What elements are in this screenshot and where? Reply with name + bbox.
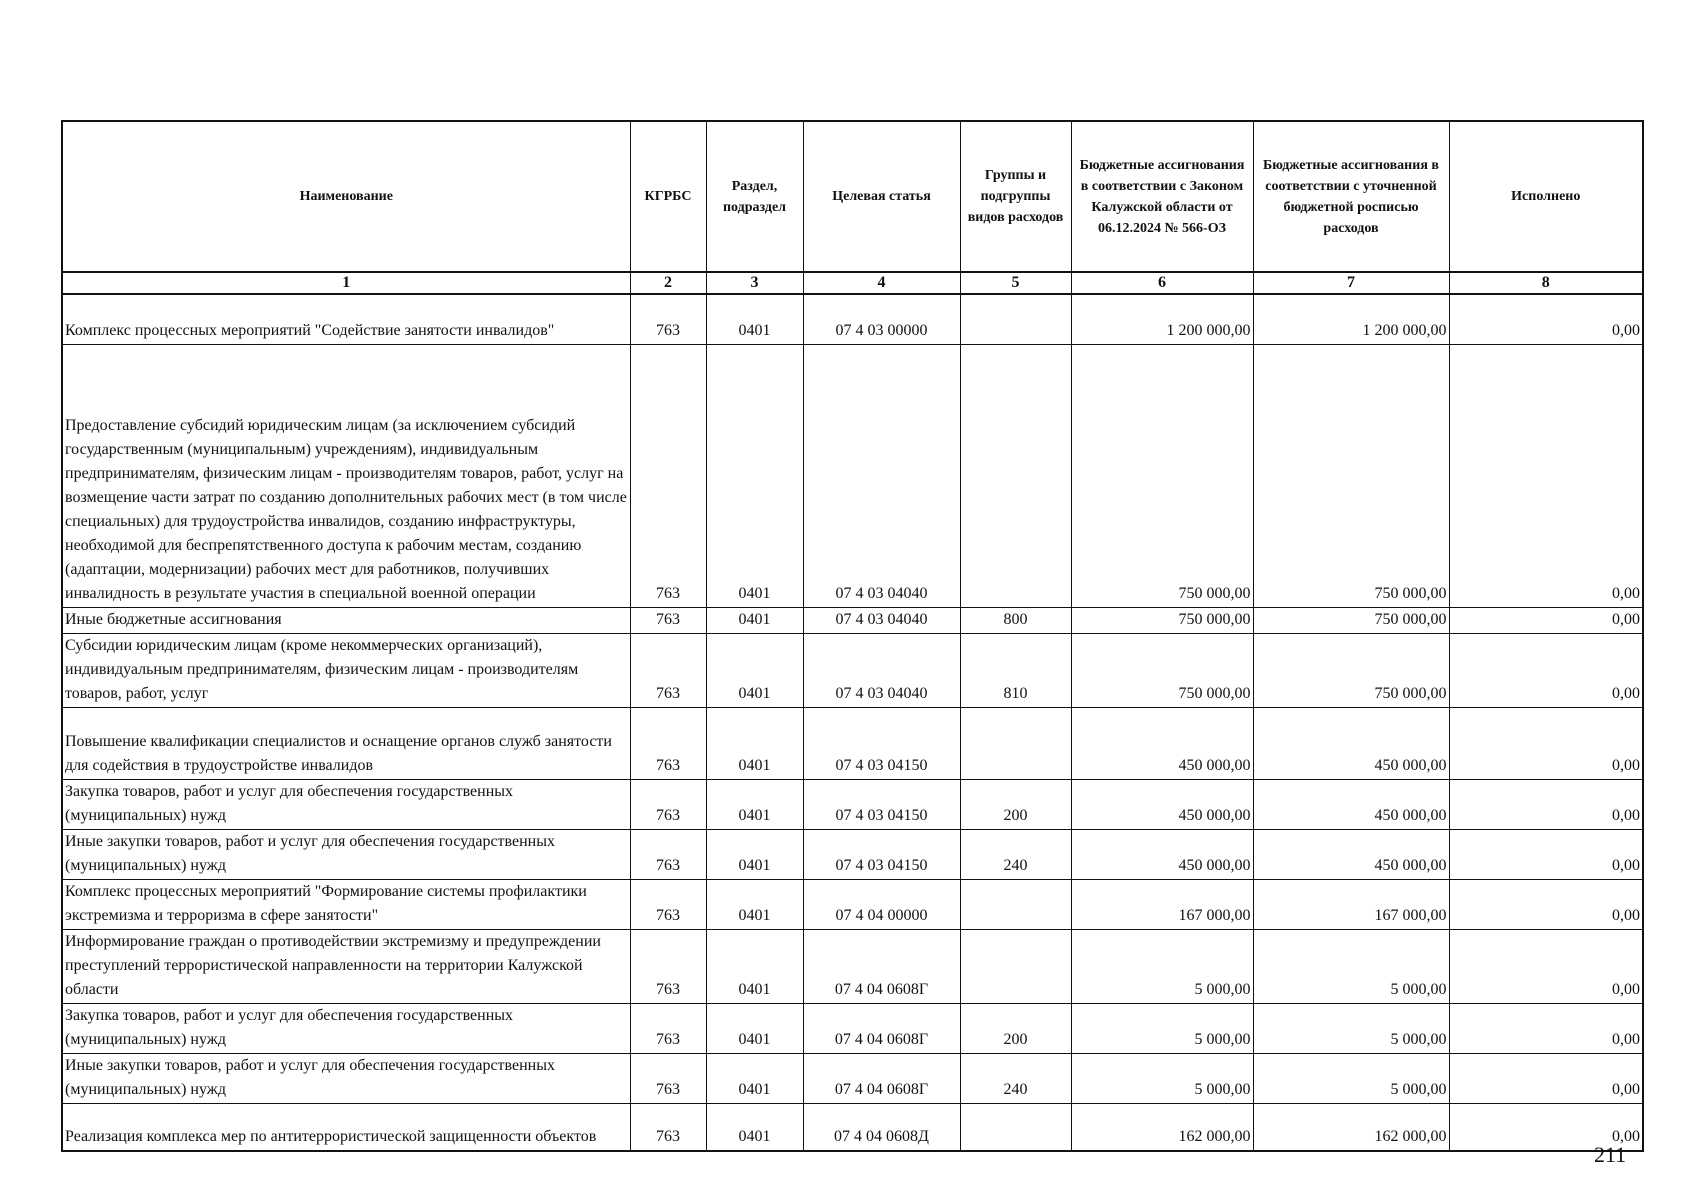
row-razdel: 0401 <box>706 1003 803 1053</box>
row-kgrbs: 763 <box>630 929 706 1003</box>
header-executed: Исполнено <box>1449 121 1643 272</box>
row-name: Реализация комплекса мер по антитеррористической защищенности объектов <box>62 1103 630 1151</box>
row-kgrbs: 763 <box>630 344 706 607</box>
row-name: Повышение квалификации специалистов и оснащение органов служб занятости для содействия в трудоустройстве инвалидов <box>62 707 630 779</box>
row-budget-law: 5 000,00 <box>1071 1003 1253 1053</box>
header-budget-refined: Бюджетные ассигнования в соответствии с уточненной бюджетной росписью расходов <box>1253 121 1449 272</box>
row-vid <box>960 344 1071 607</box>
row-budget-refined: 5 000,00 <box>1253 1003 1449 1053</box>
column-number: 6 <box>1071 272 1253 294</box>
row-kgrbs: 763 <box>630 779 706 829</box>
column-number-row <box>62 272 1643 294</box>
row-vid <box>960 707 1071 779</box>
row-budget-refined: 167 000,00 <box>1253 879 1449 929</box>
table-row <box>62 1003 1643 1053</box>
row-name: Субсидии юридическим лицам (кроме некоммерческих организаций), индивидуальным предпринимателям, физическим лицам - производителям товаров, работ, услуг <box>62 633 630 707</box>
row-executed: 0,00 <box>1449 929 1643 1003</box>
row-executed: 0,00 <box>1449 1103 1643 1151</box>
row-kgrbs: 763 <box>630 879 706 929</box>
row-razdel: 0401 <box>706 344 803 607</box>
table-row <box>62 879 1643 929</box>
row-vid <box>960 1103 1071 1151</box>
row-tselevaya: 07 4 04 0608Д <box>803 1103 960 1151</box>
table-row <box>62 929 1643 1003</box>
row-razdel: 0401 <box>706 1103 803 1151</box>
table-row <box>62 633 1643 707</box>
header-tselevaya: Целевая статья <box>803 121 960 272</box>
row-budget-refined: 750 000,00 <box>1253 633 1449 707</box>
row-name: Предоставление субсидий юридическим лицам (за исключением субсидий государственным (муниципальным) учреждениям), индивидуальным предпринимателям, физическим лицам - производителям товаров, работ, услуг на возмещение части затрат по созданию дополнительных рабочих мест (в том числе специальных) для трудоустройства инвалидов, созданию инфраструктуры, необходимой для беспрепятственного доступа к рабочим местам, созданию (адаптации, модернизации) рабочих мест для работников, получивших инвалидность в результате участия в специальной военной операции <box>62 344 630 607</box>
table-row <box>62 294 1643 344</box>
row-razdel: 0401 <box>706 707 803 779</box>
row-razdel: 0401 <box>706 607 803 633</box>
row-name: Иные закупки товаров, работ и услуг для обеспечения государственных (муниципальных) нужд <box>62 1053 630 1103</box>
row-razdel: 0401 <box>706 1053 803 1103</box>
row-executed: 0,00 <box>1449 879 1643 929</box>
header-kgrbs: КГРБС <box>630 121 706 272</box>
column-number: 1 <box>62 272 630 294</box>
row-executed: 0,00 <box>1449 707 1643 779</box>
row-kgrbs: 763 <box>630 633 706 707</box>
table-row <box>62 607 1643 633</box>
row-tselevaya: 07 4 04 0608Г <box>803 1003 960 1053</box>
row-razdel: 0401 <box>706 929 803 1003</box>
row-tselevaya: 07 4 04 0608Г <box>803 1053 960 1103</box>
row-vid: 810 <box>960 633 1071 707</box>
row-budget-law: 5 000,00 <box>1071 1053 1253 1103</box>
row-razdel: 0401 <box>706 779 803 829</box>
row-budget-law: 750 000,00 <box>1071 344 1253 607</box>
row-vid: 800 <box>960 607 1071 633</box>
row-kgrbs: 763 <box>630 294 706 344</box>
row-vid <box>960 929 1071 1003</box>
row-executed: 0,00 <box>1449 633 1643 707</box>
row-budget-refined: 5 000,00 <box>1253 1053 1449 1103</box>
row-budget-law: 5 000,00 <box>1071 929 1253 1003</box>
row-kgrbs: 763 <box>630 707 706 779</box>
row-executed: 0,00 <box>1449 607 1643 633</box>
row-vid <box>960 879 1071 929</box>
row-tselevaya: 07 4 04 0608Г <box>803 929 960 1003</box>
column-number: 5 <box>960 272 1071 294</box>
row-executed: 0,00 <box>1449 294 1643 344</box>
row-budget-refined: 162 000,00 <box>1253 1103 1449 1151</box>
row-vid: 240 <box>960 1053 1071 1103</box>
table-row <box>62 707 1643 779</box>
page-number: 211 <box>1594 1142 1627 1167</box>
row-budget-law: 167 000,00 <box>1071 879 1253 929</box>
row-razdel: 0401 <box>706 829 803 879</box>
header-row <box>62 121 1643 272</box>
header-razdel: Раздел, подраздел <box>706 121 803 272</box>
row-budget-refined: 450 000,00 <box>1253 779 1449 829</box>
row-kgrbs: 763 <box>630 829 706 879</box>
row-tselevaya: 07 4 03 04040 <box>803 607 960 633</box>
row-name: Закупка товаров, работ и услуг для обеспечения государственных (муниципальных) нужд <box>62 779 630 829</box>
row-razdel: 0401 <box>706 633 803 707</box>
row-executed: 0,00 <box>1449 1003 1643 1053</box>
row-name: Комплекс процессных мероприятий "Содействие занятости инвалидов" <box>62 294 630 344</box>
row-budget-law: 750 000,00 <box>1071 607 1253 633</box>
row-kgrbs: 763 <box>630 1003 706 1053</box>
table-body <box>62 294 1643 1151</box>
table-row <box>62 1103 1643 1151</box>
row-name: Иные бюджетные ассигнования <box>62 607 630 633</box>
row-kgrbs: 763 <box>630 1053 706 1103</box>
row-tselevaya: 07 4 04 00000 <box>803 879 960 929</box>
column-number: 7 <box>1253 272 1449 294</box>
budget-table <box>61 120 1644 1152</box>
row-razdel: 0401 <box>706 294 803 344</box>
row-tselevaya: 07 4 03 04040 <box>803 633 960 707</box>
row-vid: 200 <box>960 779 1071 829</box>
table-row <box>62 344 1643 607</box>
header-name: Наименование <box>62 121 630 272</box>
table-header <box>62 121 1643 294</box>
row-budget-refined: 5 000,00 <box>1253 929 1449 1003</box>
header-gruppy: Группы и подгруппы видов расходов <box>960 121 1071 272</box>
row-executed: 0,00 <box>1449 779 1643 829</box>
row-budget-refined: 750 000,00 <box>1253 344 1449 607</box>
row-budget-refined: 750 000,00 <box>1253 607 1449 633</box>
row-name: Закупка товаров, работ и услуг для обеспечения государственных (муниципальных) нужд <box>62 1003 630 1053</box>
row-budget-law: 450 000,00 <box>1071 779 1253 829</box>
column-number: 3 <box>706 272 803 294</box>
row-tselevaya: 07 4 03 04040 <box>803 344 960 607</box>
row-budget-law: 1 200 000,00 <box>1071 294 1253 344</box>
column-number: 4 <box>803 272 960 294</box>
row-executed: 0,00 <box>1449 829 1643 879</box>
table-row <box>62 829 1643 879</box>
row-vid: 200 <box>960 1003 1071 1053</box>
row-tselevaya: 07 4 03 04150 <box>803 779 960 829</box>
row-tselevaya: 07 4 03 04150 <box>803 829 960 879</box>
row-budget-refined: 450 000,00 <box>1253 707 1449 779</box>
row-executed: 0,00 <box>1449 1053 1643 1103</box>
column-number: 8 <box>1449 272 1643 294</box>
header-budget-law: Бюджетные ассигнования в соответствии с Законом Калужской области от 06.12.2024 № 566-ОЗ <box>1071 121 1253 272</box>
row-vid: 240 <box>960 829 1071 879</box>
row-razdel: 0401 <box>706 879 803 929</box>
row-executed: 0,00 <box>1449 344 1643 607</box>
row-kgrbs: 763 <box>630 607 706 633</box>
row-budget-law: 162 000,00 <box>1071 1103 1253 1151</box>
row-tselevaya: 07 4 03 04150 <box>803 707 960 779</box>
table-row <box>62 1053 1643 1103</box>
row-kgrbs: 763 <box>630 1103 706 1151</box>
row-budget-law: 450 000,00 <box>1071 829 1253 879</box>
row-vid <box>960 294 1071 344</box>
table-row <box>62 779 1643 829</box>
column-number: 2 <box>630 272 706 294</box>
row-name: Иные закупки товаров, работ и услуг для обеспечения государственных (муниципальных) нужд <box>62 829 630 879</box>
row-name: Информирование граждан о противодействии экстремизму и предупреждении преступлений террористической направленности на территории Калужской области <box>62 929 630 1003</box>
row-tselevaya: 07 4 03 00000 <box>803 294 960 344</box>
row-budget-refined: 450 000,00 <box>1253 829 1449 879</box>
row-budget-law: 750 000,00 <box>1071 633 1253 707</box>
row-budget-refined: 1 200 000,00 <box>1253 294 1449 344</box>
row-name: Комплекс процессных мероприятий "Формирование системы профилактики экстремизма и терроризма в сфере занятости" <box>62 879 630 929</box>
row-budget-law: 450 000,00 <box>1071 707 1253 779</box>
